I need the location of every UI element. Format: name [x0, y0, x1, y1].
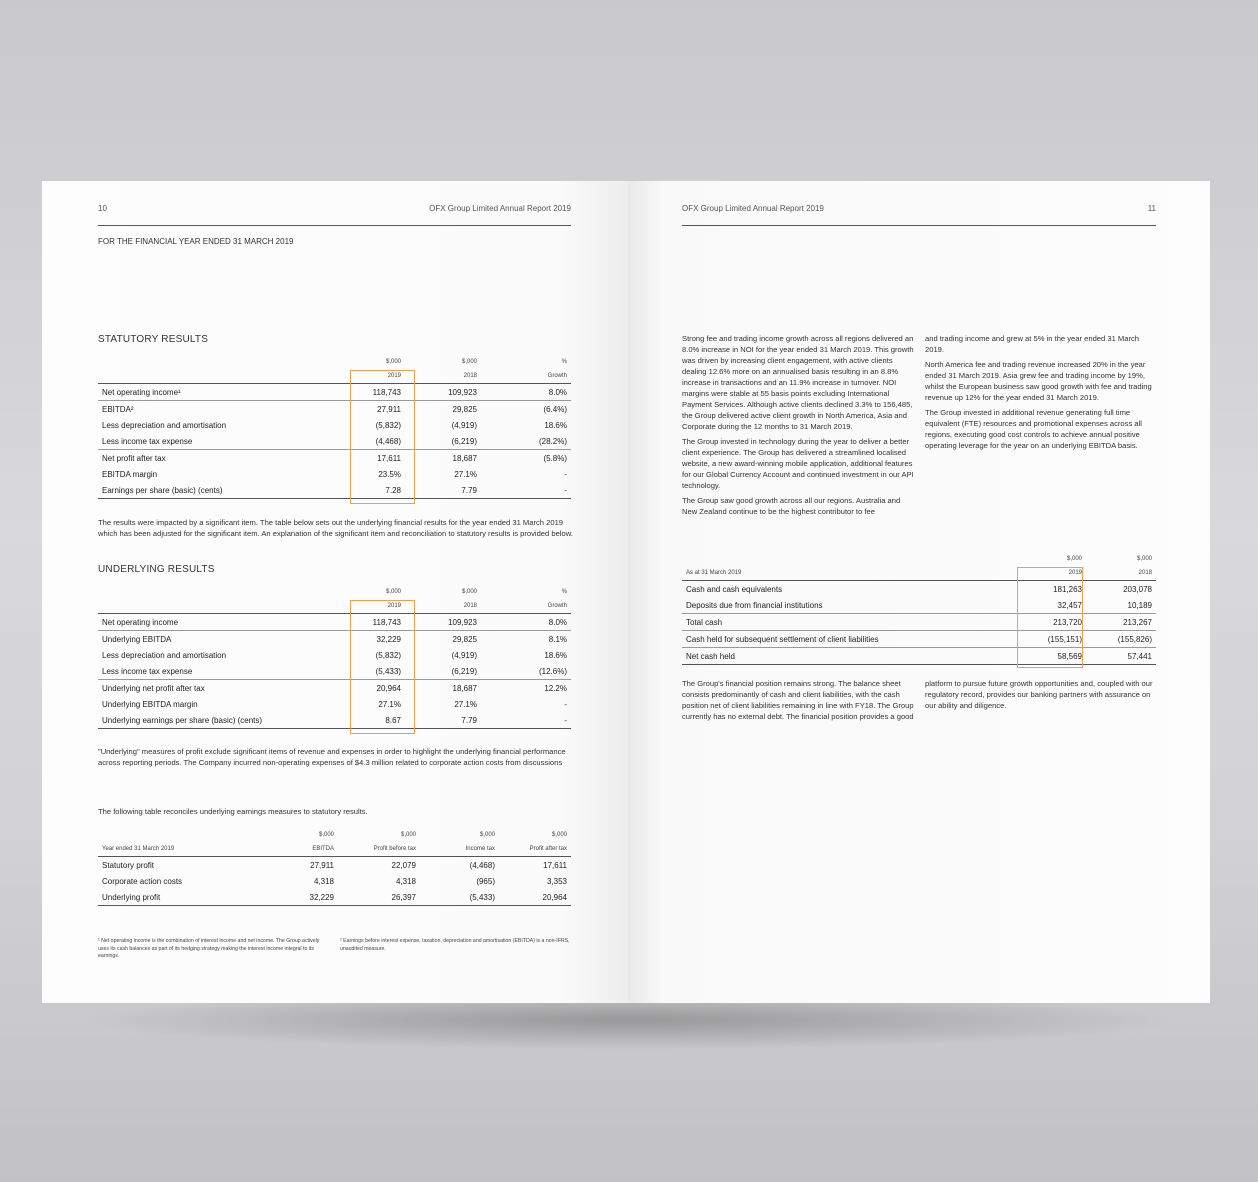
- value-profit-before-tax: 26,397: [338, 889, 420, 906]
- column-header: 2018: [405, 599, 481, 614]
- cash-table: [682, 552, 1156, 665]
- unit-row: [98, 585, 571, 599]
- unit-cell: $,000: [385, 359, 401, 365]
- value-2018: 27.1%: [454, 469, 477, 479]
- running-title: OFX Group Limited Annual Report 2019: [682, 204, 824, 213]
- row-label: Underlying profit: [98, 889, 248, 906]
- value-growth: 18.6%: [544, 420, 567, 430]
- paragraph: Strong fee and trading income growth across all regions delivered an 8.0% increase in NOI for the year ended 31 March 2019. This growth was driven by increasing client engagement, with active clients dealing 12.6% more on an annualised basis resulting in an 8.8% increase in transactions and an 11.9% increase in turnover. NOI margins were stable at 55 basis points excluding International Payment Services. Although active clients declined 3.3% to 156,485, the Group delivered active client growth in North America, Asia and Corporate during the 12 months to 31 March 2019.: [682, 334, 914, 431]
- value-growth: -: [564, 469, 567, 479]
- row-label: Underlying EBITDA margin: [102, 699, 198, 709]
- row-label: Cash and cash equivalents: [686, 584, 783, 594]
- underlying-heading: UNDERLYING RESULTS: [98, 564, 215, 575]
- unit-cell: $,000: [461, 359, 477, 365]
- table-row: [98, 433, 571, 450]
- header-rule: [682, 225, 1156, 226]
- value-2019: 17,611: [377, 453, 401, 463]
- table-row: [98, 631, 571, 648]
- footnote-1: ¹ Net operating income is the combination of interest income and net income. The Group actively uses its cash balances as part of its hedging strategy making the interest income integral to its earnings.: [98, 938, 320, 959]
- row-label: EBITDA²: [102, 404, 134, 414]
- unit-row: [98, 828, 571, 842]
- row-label: Corporate action costs: [102, 876, 183, 886]
- table-row: [98, 417, 571, 433]
- row-label: Less income tax expense: [98, 433, 320, 450]
- value-2018: (155,826): [1086, 631, 1156, 648]
- table-row: [98, 384, 571, 401]
- unit-cell: $,000: [1136, 556, 1152, 562]
- value-2019: 20,964: [376, 683, 401, 693]
- row-label: Cash held for subsequent settlement of client liabilities: [682, 631, 1017, 648]
- running-title: OFX Group Limited Annual Report 2019: [429, 204, 571, 213]
- paragraph: The Group invested in additional revenue generating full time equivalent (FTE) resources and promotional expenses across all regions, executing good cost controls to achieve annual positive operating leverage for the year on an underlying EBITDA basis.: [925, 408, 1142, 450]
- unit-row: [98, 355, 571, 369]
- column-header: 2019: [320, 599, 405, 614]
- unit-cell: %: [561, 359, 567, 365]
- page-number: 11: [1147, 204, 1156, 213]
- value-2018: 27.1%: [454, 699, 477, 709]
- highlight-2019-column: [350, 370, 415, 504]
- statutory-note: The results were impacted by a significant item. The table below sets out the underlying financial results for the year ended 31 March 2019 which has been adjusted for the significant item. An explanation of the significant item and reconciliation to statutory results is provided below.: [98, 518, 573, 538]
- value-2019: 32,229: [376, 634, 401, 644]
- value-growth: -: [481, 482, 571, 499]
- value-2018: 213,267: [1086, 614, 1156, 631]
- value-2018: 18,687: [452, 683, 477, 693]
- value-2019: 23.5%: [378, 469, 401, 479]
- unit-cell: $,000: [1066, 556, 1082, 562]
- table-row: [98, 680, 571, 697]
- value-2018: (6,219): [405, 433, 481, 450]
- table-row: [98, 466, 571, 482]
- unit-cell: $,000: [461, 589, 477, 595]
- row-label: Net operating income: [98, 614, 320, 631]
- right-page: [628, 181, 1210, 1003]
- statutory-heading: STATUTORY RESULTS: [98, 334, 209, 345]
- unit-cell: $,000: [479, 832, 495, 838]
- unit-row: [682, 552, 1156, 566]
- column-header: Income tax: [420, 842, 499, 857]
- value-2019: 8.67: [320, 712, 405, 729]
- paragraph: The Group saw good growth across all our regions. Australia and New Zealand continue to be the highest contributor to fee: [682, 496, 901, 516]
- table-row: [98, 873, 571, 889]
- row-label: Underlying EBITDA: [102, 634, 172, 644]
- table-row: [98, 647, 571, 663]
- value-2018: 10,189: [1086, 597, 1156, 614]
- row-label: EBITDA margin: [102, 469, 158, 479]
- value-2019: 181,263: [1053, 584, 1082, 594]
- table-row: [682, 648, 1156, 665]
- page-number: 10: [98, 204, 107, 213]
- value-2018: 29,825: [452, 404, 477, 414]
- value-2019: 118,743: [320, 384, 405, 401]
- column-header: Profit after tax: [499, 842, 571, 857]
- column-header: Growth: [481, 599, 571, 614]
- column-header-row: [682, 566, 1156, 581]
- value-2018: 57,441: [1086, 648, 1156, 665]
- unit-cell: %: [561, 589, 567, 595]
- table-row: [682, 614, 1156, 631]
- paragraph: The Group invested in technology during the year to deliver a better client experience. The Group has delivered a streamlined localised website, a new award-winning mobile application, additional features for our Global Currency Account and continued investment in our API technology.: [682, 437, 914, 490]
- value-2019: (4,468): [320, 433, 405, 450]
- table-row: [98, 614, 571, 631]
- table-row: [98, 450, 571, 467]
- value-2019: 58,569: [1017, 648, 1086, 665]
- row-label: Underlying earnings per share (basic) (cents): [98, 712, 320, 729]
- value-growth: -: [564, 699, 567, 709]
- value-growth: 18.6%: [544, 650, 567, 660]
- row-label: Net profit after tax: [102, 453, 166, 463]
- row-label: Deposits due from financial institutions: [682, 597, 1017, 614]
- value-2018: (6,219): [405, 663, 481, 680]
- value-2018: 109,923: [405, 384, 481, 401]
- row-label: Less depreciation and amortisation: [102, 650, 227, 660]
- row-label: Less depreciation and amortisation: [102, 420, 227, 430]
- table-row: [98, 712, 571, 729]
- value-growth: (12.6%): [481, 663, 571, 680]
- column-header: EBITDA: [248, 842, 338, 857]
- value-profit-after-tax: 20,964: [499, 889, 571, 906]
- value-2019: 27.1%: [378, 699, 401, 709]
- table-row: [98, 696, 571, 712]
- column-header: 2018: [1086, 566, 1156, 581]
- row-label: Less income tax expense: [98, 663, 320, 680]
- unit-cell: $,000: [551, 832, 567, 838]
- bottom-text-column-2: platform to pursue future growth opportunities and, coupled with our regulatory record, provides our banking partners with assurance on our ability and diligence.: [925, 679, 1153, 710]
- column-header: Growth: [481, 369, 571, 384]
- value-2019: 213,720: [1017, 614, 1086, 631]
- value-2019: 7.28: [320, 482, 405, 499]
- footnote-2: ² Earnings before interest expense, taxation, depreciation and amortisation (EBITDA) is a non-IFRS, unaudited measure.: [340, 938, 570, 952]
- value-growth: -: [481, 712, 571, 729]
- highlight-2019-column: [1017, 567, 1083, 668]
- table-row: [98, 889, 571, 906]
- page-subtitle: FOR THE FINANCIAL YEAR ENDED 31 MARCH 2019: [98, 237, 294, 246]
- value-2018: (4,919): [451, 420, 477, 430]
- column-header-row: [98, 599, 571, 614]
- value-2018: 29,825: [452, 634, 477, 644]
- column-header: 2018: [405, 369, 481, 384]
- value-2018: (4,919): [451, 650, 477, 660]
- column-header: Year ended 31 March 2019: [98, 842, 248, 857]
- paragraph: North America fee and trading revenue increased 20% in the year ended 31 March 2019. Asia grew fee and trading income by 19%, whilst the European business saw good growth with fee and trading revenue up 12% for the year ended 31 March 2019.: [925, 360, 1152, 402]
- column-header: Profit before tax: [338, 842, 420, 857]
- column-header: 2019: [320, 369, 405, 384]
- paragraph: and trading income and grew at 5% in the year ended 31 March 2019.: [925, 334, 1140, 354]
- value-2019: (5,433): [320, 663, 405, 680]
- unit-cell: $,000: [400, 832, 416, 838]
- value-income-tax: (4,468): [469, 860, 495, 870]
- value-ebitda: 27,911: [310, 860, 334, 870]
- value-profit-before-tax: 4,318: [395, 876, 416, 886]
- highlight-2019-column: [350, 600, 415, 734]
- table-row: [682, 597, 1156, 614]
- value-2018: 18,687: [452, 453, 477, 463]
- underlying-table: [98, 585, 571, 729]
- text-column-2: [925, 333, 1155, 451]
- value-profit-after-tax: 17,611: [543, 860, 567, 870]
- reconcile-intro: The following table reconciles underlying earnings measures to statutory results.: [98, 807, 368, 816]
- row-label: Earnings per share (basic) (cents): [98, 482, 320, 499]
- value-growth: 8.0%: [481, 614, 571, 631]
- value-income-tax: (965): [476, 876, 495, 886]
- header-rule: [98, 225, 571, 226]
- value-income-tax: (5,433): [420, 889, 499, 906]
- value-growth: 8.0%: [481, 384, 571, 401]
- table-row: [98, 482, 571, 499]
- bottom-text-column-1: The Group's financial position remains strong. The balance sheet consists predominantly of cash and client liabilities, with the cash position net of client liabilities remaining in line with FY18. The Group currently has no external debt. The financial position provides a good: [682, 679, 914, 721]
- value-growth: 12.2%: [544, 683, 567, 693]
- row-label: Net operating income¹: [98, 384, 320, 401]
- value-ebitda: 4,318: [313, 876, 334, 886]
- value-2018: 7.79: [405, 712, 481, 729]
- value-2019: (5,832): [375, 650, 401, 660]
- value-2019: 27,911: [377, 404, 401, 414]
- unit-cell: $,000: [385, 589, 401, 595]
- value-2019: (5,832): [375, 420, 401, 430]
- left-page: [42, 181, 628, 1003]
- unit-cell: $,000: [318, 832, 334, 838]
- text-column-1: [682, 333, 914, 517]
- value-2018: 7.79: [405, 482, 481, 499]
- row-label: Net cash held: [682, 648, 1017, 665]
- value-2019: (155,151): [1017, 631, 1086, 648]
- value-growth: (6.4%): [543, 404, 567, 414]
- table-row: [98, 857, 571, 874]
- statutory-table: [98, 355, 571, 499]
- value-2018: 203,078: [1123, 584, 1152, 594]
- value-ebitda: 32,229: [248, 889, 338, 906]
- table-row: [682, 581, 1156, 598]
- row-label: Underlying net profit after tax: [102, 683, 205, 693]
- value-2018: 109,923: [405, 614, 481, 631]
- value-growth: (28.2%): [481, 433, 571, 450]
- column-header-row: [98, 369, 571, 384]
- column-header: 2019: [1017, 566, 1086, 581]
- table-row: [682, 631, 1156, 648]
- column-header: As at 31 March 2019: [682, 566, 1017, 581]
- value-profit-before-tax: 22,079: [391, 860, 416, 870]
- value-growth: (5.8%): [543, 453, 567, 463]
- value-growth: 8.1%: [548, 634, 567, 644]
- row-label: Total cash: [682, 614, 1017, 631]
- value-2019: 32,457: [1017, 597, 1086, 614]
- underlying-note: "Underlying" measures of profit exclude significant items of revenue and expenses in order to highlight the underlying financial performance across reporting periods. The Company incurred non-operating expenses of $4.3 million related to corporate action costs from discussions: [98, 747, 566, 767]
- reconcile-table: [98, 828, 571, 906]
- table-row: [98, 401, 571, 418]
- row-label: Statutory profit: [102, 860, 155, 870]
- value-2019: 118,743: [320, 614, 405, 631]
- column-header-row: [98, 842, 571, 857]
- value-profit-after-tax: 3,353: [546, 876, 567, 886]
- table-row: [98, 663, 571, 680]
